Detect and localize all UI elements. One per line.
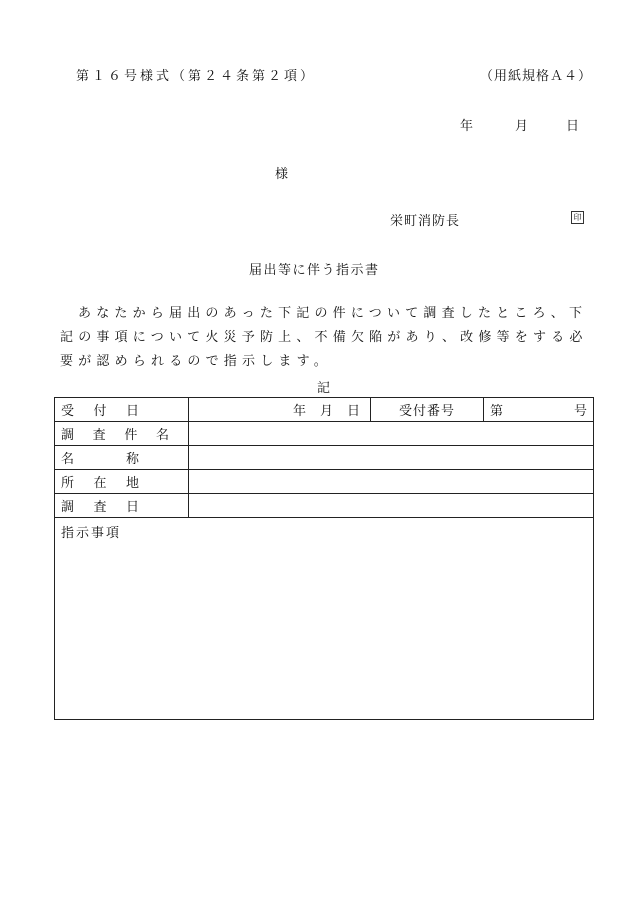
label-receipt-number: 受付番号 (371, 398, 484, 422)
row-name (55, 446, 594, 470)
receipt-number-value: 第 号 (484, 398, 594, 422)
label-location: 所 在 地 (55, 470, 189, 494)
paper-size-note: （用紙規格Ａ４） (480, 69, 593, 84)
row-instructions (55, 518, 594, 720)
row-received-date (55, 398, 594, 422)
row-survey-item (55, 422, 594, 446)
record-table (54, 397, 594, 720)
label-name: 名 称 (55, 446, 189, 470)
body-paragraph: あなたから届出のあった下記の件について調査したところ、下記の事項について火災予防上、不備欠陥があり、改修等をする必要が認められるので指示します。 (60, 306, 588, 369)
year-unit: 年 (460, 119, 474, 134)
month-unit: 月 (515, 119, 529, 134)
location-value (189, 470, 594, 494)
label-received-date: 受 付 日 (55, 398, 189, 422)
sender-name: 栄町消防長 (390, 214, 461, 229)
day-unit: 日 (566, 119, 580, 134)
seal-mark: 印 (571, 211, 584, 224)
name-value (189, 446, 594, 470)
label-instructions: 指示事項 (61, 526, 122, 541)
document-title: 届出等に伴う指示書 (249, 263, 380, 278)
ki-heading: 記 (317, 381, 331, 396)
addressee-honorific: 様 (275, 167, 289, 182)
row-survey-date (55, 494, 594, 518)
issue-date (460, 115, 579, 134)
form-number: 第１６号様式（第２４条第２項） (76, 69, 317, 84)
survey-item-value (189, 422, 594, 446)
label-survey-item: 調 査 件 名 (55, 422, 189, 446)
row-location (55, 470, 594, 494)
received-date-value: 年 月 日 (189, 398, 371, 422)
label-survey-date: 調 査 日 (55, 494, 189, 518)
instructions-box (55, 518, 594, 720)
survey-date-value (189, 494, 594, 518)
